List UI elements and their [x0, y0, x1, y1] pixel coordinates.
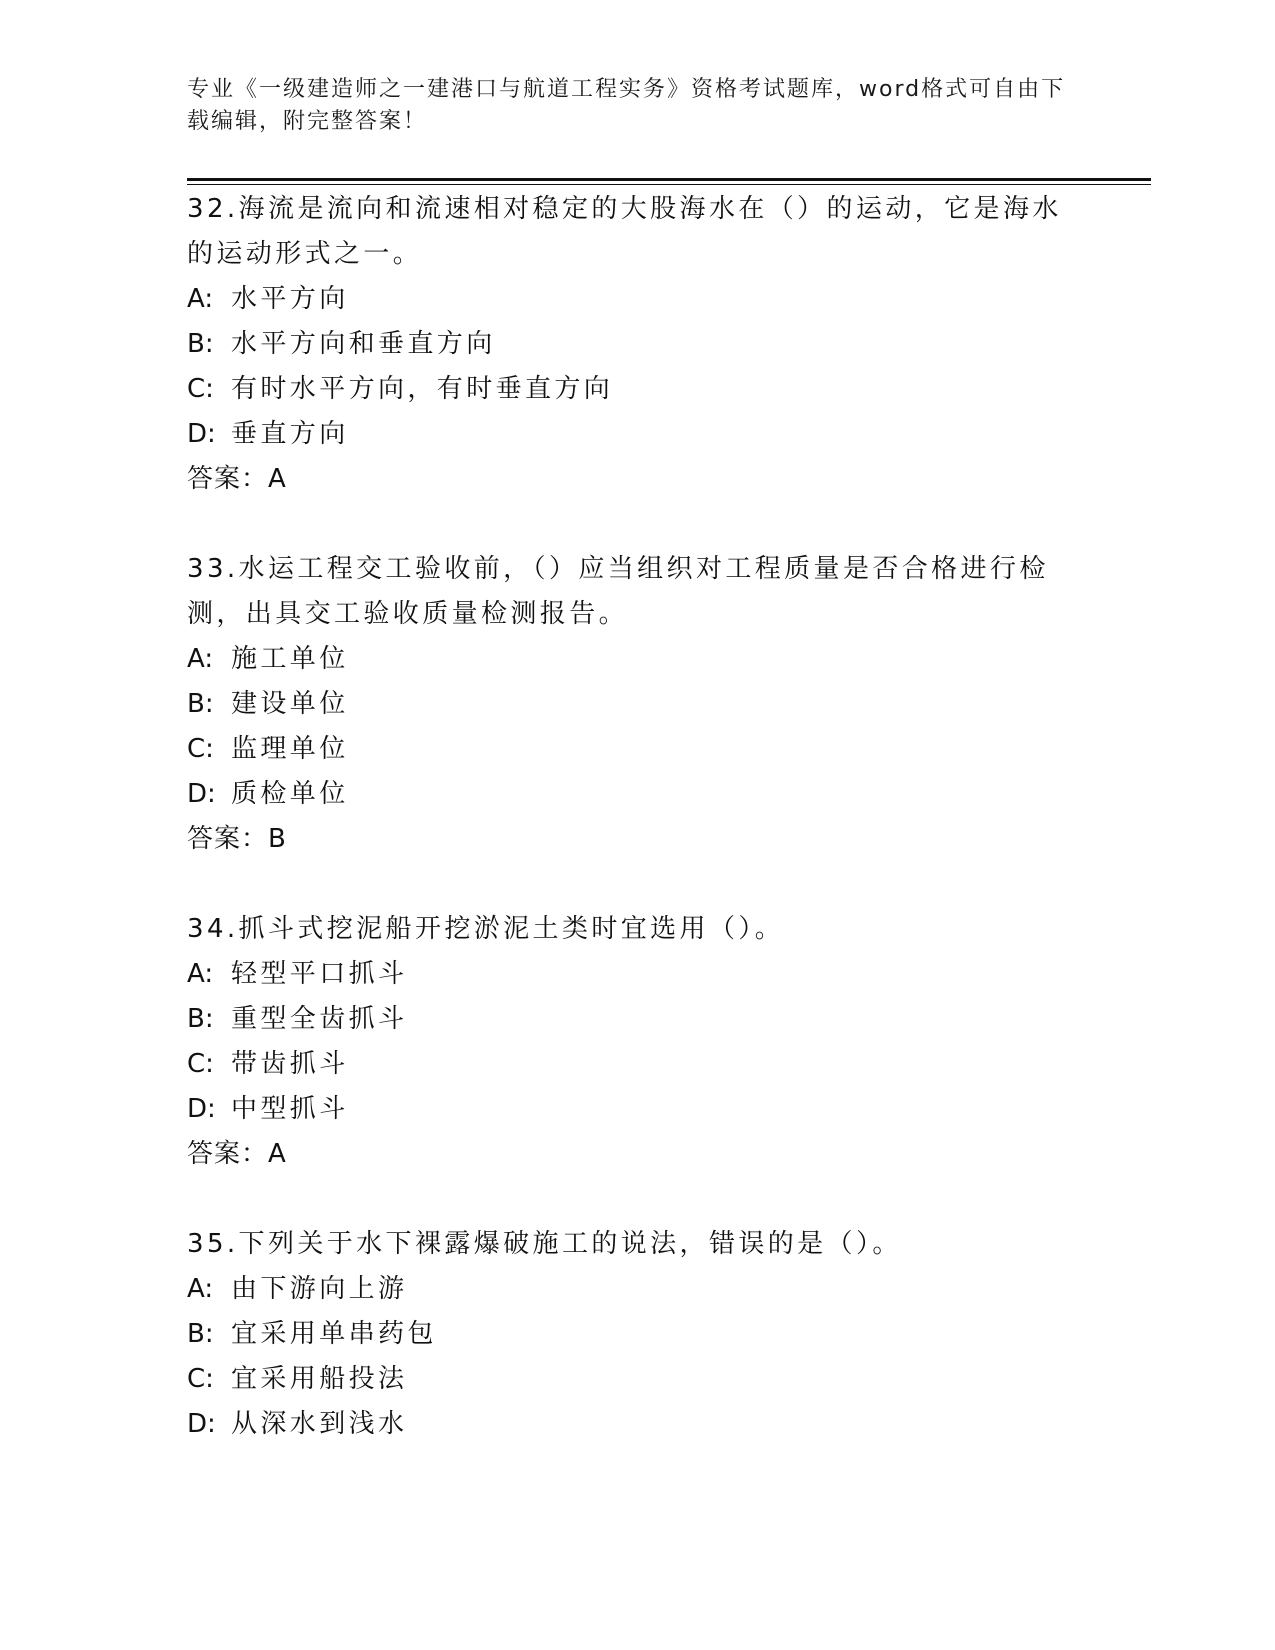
question-33 — [187, 547, 1087, 862]
question-stem: 35.下列关于水下裸露爆破施工的说法，错误的是（）。 — [187, 1229, 902, 1259]
option-text: 重型全齿抓斗 — [231, 1004, 408, 1034]
option-text: 垂直方向 — [231, 419, 349, 449]
header-divider-thick — [187, 178, 1151, 181]
option-text: 监理单位 — [231, 734, 349, 764]
option-letter: A: — [187, 284, 214, 314]
option-text: 有时水平方向，有时垂直方向 — [231, 374, 614, 404]
answer-line: 答案：A — [187, 1139, 287, 1169]
option-d — [187, 1087, 1087, 1132]
option-b — [187, 322, 1087, 367]
option-d — [187, 1402, 1087, 1447]
option-text: 从深水到浅水 — [231, 1409, 408, 1439]
question-35 — [187, 1222, 1087, 1447]
option-text: 建设单位 — [231, 689, 349, 719]
option-list — [187, 637, 1087, 817]
option-c — [187, 1357, 1087, 1402]
option-b — [187, 682, 1087, 727]
option-text: 宜采用单串药包 — [231, 1319, 437, 1349]
option-text: 中型抓斗 — [231, 1094, 349, 1124]
option-c — [187, 1042, 1087, 1087]
option-a — [187, 1267, 1087, 1312]
document-header: 专业《一级建造师之一建港口与航道工程实务》资格考试题库，word格式可自由下载编辑，附完整答案！ — [187, 77, 1066, 134]
question-stem: 34.抓斗式挖泥船开挖淤泥土类时宜选用（）。 — [187, 914, 785, 944]
option-text: 质检单位 — [231, 779, 349, 809]
option-letter: B: — [187, 1004, 214, 1034]
option-c — [187, 367, 1087, 412]
option-text: 轻型平口抓斗 — [231, 959, 408, 989]
option-letter: C: — [187, 1049, 214, 1079]
option-b — [187, 997, 1087, 1042]
option-list — [187, 952, 1087, 1132]
option-text: 施工单位 — [231, 644, 349, 674]
option-letter: D: — [187, 779, 216, 809]
question-stem: 33.水运工程交工验收前，（）应当组织对工程质量是否合格进行检测，出具交工验收质量检测报告。 — [187, 554, 1049, 629]
option-letter: D: — [187, 1094, 216, 1124]
option-text: 由下游向上游 — [231, 1274, 408, 1304]
option-letter: A: — [187, 644, 214, 674]
answer-line: 答案：A — [187, 464, 287, 494]
option-letter: B: — [187, 689, 214, 719]
question-stem: 32.海流是流向和流速相对稳定的大股海水在（）的运动，它是海水的运动形式之一。 — [187, 194, 1062, 269]
answer-line: 答案：B — [187, 824, 287, 854]
question-34 — [187, 907, 1087, 1177]
option-text: 宜采用船投法 — [231, 1364, 408, 1394]
option-letter: A: — [187, 959, 214, 989]
question-list — [187, 187, 1087, 1492]
option-b — [187, 1312, 1087, 1357]
option-a — [187, 637, 1087, 682]
option-letter: C: — [187, 734, 214, 764]
option-letter: B: — [187, 1319, 214, 1349]
option-d — [187, 412, 1087, 457]
option-a — [187, 952, 1087, 997]
option-letter: D: — [187, 419, 216, 449]
option-letter: C: — [187, 1364, 214, 1394]
option-c — [187, 727, 1087, 772]
option-list — [187, 277, 1087, 457]
option-text: 水平方向 — [231, 284, 349, 314]
option-text: 带齿抓斗 — [231, 1049, 349, 1079]
option-text: 水平方向和垂直方向 — [231, 329, 496, 359]
option-d — [187, 772, 1087, 817]
option-list — [187, 1267, 1087, 1447]
option-letter: A: — [187, 1274, 214, 1304]
question-32 — [187, 187, 1087, 502]
option-letter: C: — [187, 374, 214, 404]
option-letter: B: — [187, 329, 214, 359]
option-letter: D: — [187, 1409, 216, 1439]
header-divider-thin — [187, 184, 1151, 185]
option-a — [187, 277, 1087, 322]
